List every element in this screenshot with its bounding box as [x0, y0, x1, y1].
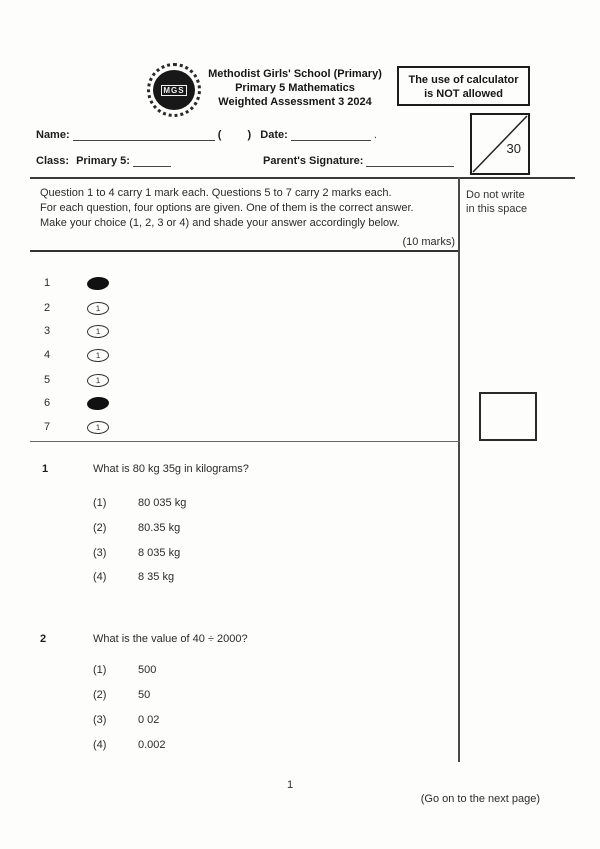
answer-bubble-shaded[interactable] [87, 396, 110, 411]
option-value: 8 35 kg [138, 571, 175, 583]
answer-bubble[interactable]: 1 [87, 325, 109, 339]
question-text: What is 80 kg 35g in kilograms? [93, 463, 249, 475]
question-text: What is the value of 40 ÷ 2000? [93, 633, 248, 645]
parent-signature-label: Parent's Signature: [263, 155, 364, 167]
option-value: 500 [138, 664, 157, 676]
option-label: (2) [93, 522, 107, 534]
instruction-line1: Question 1 to 4 carry 1 mark each. Questions 5 to 7 carry 2 marks each. [40, 187, 392, 199]
answer-row-number: 3 [44, 325, 51, 337]
do-not-write-line1: Do not write [466, 189, 525, 201]
go-on-note: (Go on to the next page) [420, 793, 540, 805]
answer-row-number: 7 [44, 421, 51, 433]
option-value: 8 035 kg [138, 547, 181, 559]
option-label: (3) [93, 547, 107, 559]
total-marks: 30 [506, 141, 521, 156]
option-label: (1) [93, 664, 107, 676]
date-label: Date: [260, 129, 288, 141]
answer-row-number: 2 [44, 302, 51, 314]
answer-row-number: 1 [44, 277, 51, 289]
index-close-paren: ) [247, 129, 252, 141]
question-2-option-2 [0, 689, 460, 703]
question-1-option-1 [0, 497, 460, 511]
question-2 [0, 633, 460, 647]
answer-row-number: 4 [44, 349, 51, 361]
answer-row-4 [0, 349, 460, 364]
answer-row-7 [0, 421, 460, 436]
answer-row-5 [0, 374, 460, 389]
answer-row-number: 6 [44, 397, 51, 409]
do-not-write-note [466, 188, 566, 216]
header-divider [30, 177, 575, 179]
calculator-notice-line1: The use of calculator [408, 74, 519, 86]
option-label: (4) [93, 739, 107, 751]
name-label: Name: [36, 129, 70, 141]
answer-bubble[interactable]: 1 [87, 349, 109, 363]
calculator-notice [397, 66, 530, 106]
marking-box [479, 392, 537, 441]
class-row [36, 155, 171, 167]
class-value: Primary 5: [76, 155, 130, 167]
answer-row-number: 5 [44, 374, 51, 386]
question-1-option-4 [0, 571, 460, 585]
option-value: 50 [138, 689, 151, 701]
option-value: 80.35 kg [138, 522, 181, 534]
question-2-option-1 [0, 664, 460, 678]
date-field[interactable] [291, 129, 371, 141]
option-value: 0.002 [138, 739, 166, 751]
instruction-line3: Make your choice (1, 2, 3 or 4) and shade your answer accordingly below. [40, 217, 400, 229]
paper-title [190, 67, 400, 109]
instruction-line2: For each question, four options are given. One of them is the correct answer. [40, 202, 414, 214]
answer-bubble-shaded[interactable] [87, 276, 110, 291]
option-label: (2) [93, 689, 107, 701]
name-row [36, 129, 377, 141]
section-marks: (10 marks) [402, 236, 455, 248]
question-1-option-3 [0, 547, 460, 561]
total-score-box [470, 113, 530, 175]
option-label: (1) [93, 497, 107, 509]
answer-row-6 [0, 397, 460, 412]
answer-bubble[interactable]: 1 [87, 421, 109, 435]
answer-bubble[interactable]: 1 [87, 374, 109, 388]
question-number: 1 [42, 463, 49, 475]
subject-title: Primary 5 Mathematics [235, 82, 355, 94]
answer-grid-divider [30, 441, 460, 442]
answer-row-3 [0, 325, 460, 340]
do-not-write-line2: in this space [466, 203, 528, 215]
class-label: Class: [36, 155, 70, 167]
logo-text: MGS [163, 85, 185, 95]
school-name: Methodist Girls' School (Primary) [208, 68, 382, 80]
question-2-option-3 [0, 714, 460, 728]
class-field[interactable] [133, 155, 171, 167]
name-field[interactable] [73, 129, 215, 141]
option-value: 80 035 kg [138, 497, 187, 509]
index-field[interactable] [224, 129, 244, 141]
assessment-title: Weighted Assessment 3 2024 [218, 96, 372, 108]
signature-row [263, 155, 454, 167]
index-open-paren: ( [217, 129, 222, 141]
answer-row-1 [0, 277, 460, 292]
option-label: (4) [93, 571, 107, 583]
question-2-option-4 [0, 739, 460, 753]
question-number: 2 [40, 633, 47, 645]
option-label: (3) [93, 714, 107, 726]
date-period: . [373, 129, 377, 141]
option-value: 0 02 [138, 714, 160, 726]
page-number: 1 [286, 779, 294, 791]
parent-signature-field[interactable] [366, 155, 454, 167]
question-1-option-2 [0, 522, 460, 536]
question-1 [0, 463, 460, 477]
instructions-divider [30, 250, 458, 252]
answer-bubble[interactable]: 1 [87, 302, 109, 316]
answer-row-2 [0, 302, 460, 317]
instructions-block [40, 186, 454, 231]
calculator-notice-line2: is NOT allowed [424, 88, 503, 100]
